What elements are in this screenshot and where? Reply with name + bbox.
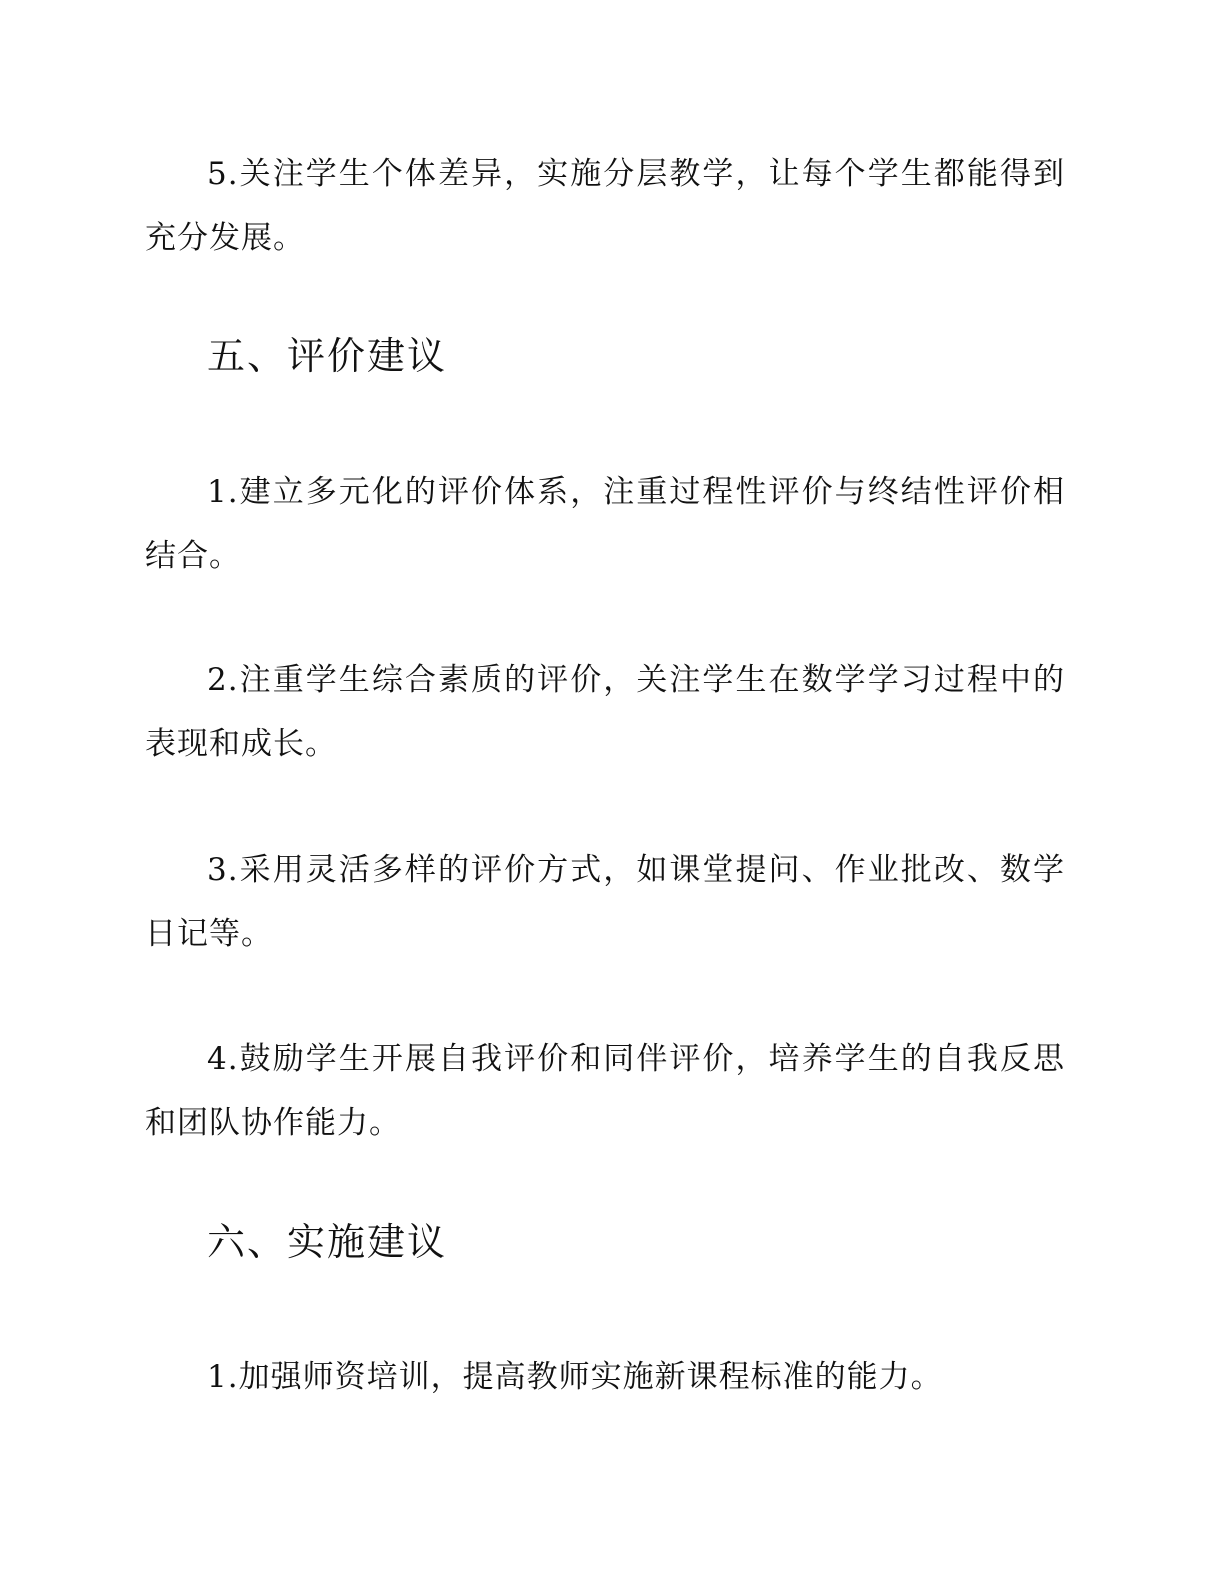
paragraph-impl-1: 1.加强师资培训，提高教师实施新课程标准的能力。 bbox=[207, 1359, 943, 1395]
section-heading-implementation: 六、实施建议 bbox=[207, 1220, 448, 1264]
section-heading-evaluation: 五、评价建议 bbox=[207, 334, 448, 378]
paragraph-eval-1: 1.建立多元化的评价体系，注重过程性评价与终结性评价相结合。 bbox=[145, 474, 1065, 574]
paragraph-eval-2: 2.注重学生综合素质的评价，关注学生在数学学习过程中的表现和成长。 bbox=[145, 662, 1065, 762]
paragraph-eval-4: 4.鼓励学生开展自我评价和同伴评价，培养学生的自我反思和团队协作能力。 bbox=[145, 1041, 1065, 1141]
paragraph-item-5: 5.关注学生个体差异，实施分层教学，让每个学生都能得到充分发展。 bbox=[145, 156, 1065, 256]
paragraph-eval-3: 3.采用灵活多样的评价方式，如课堂提问、作业批改、数学日记等。 bbox=[145, 852, 1065, 952]
